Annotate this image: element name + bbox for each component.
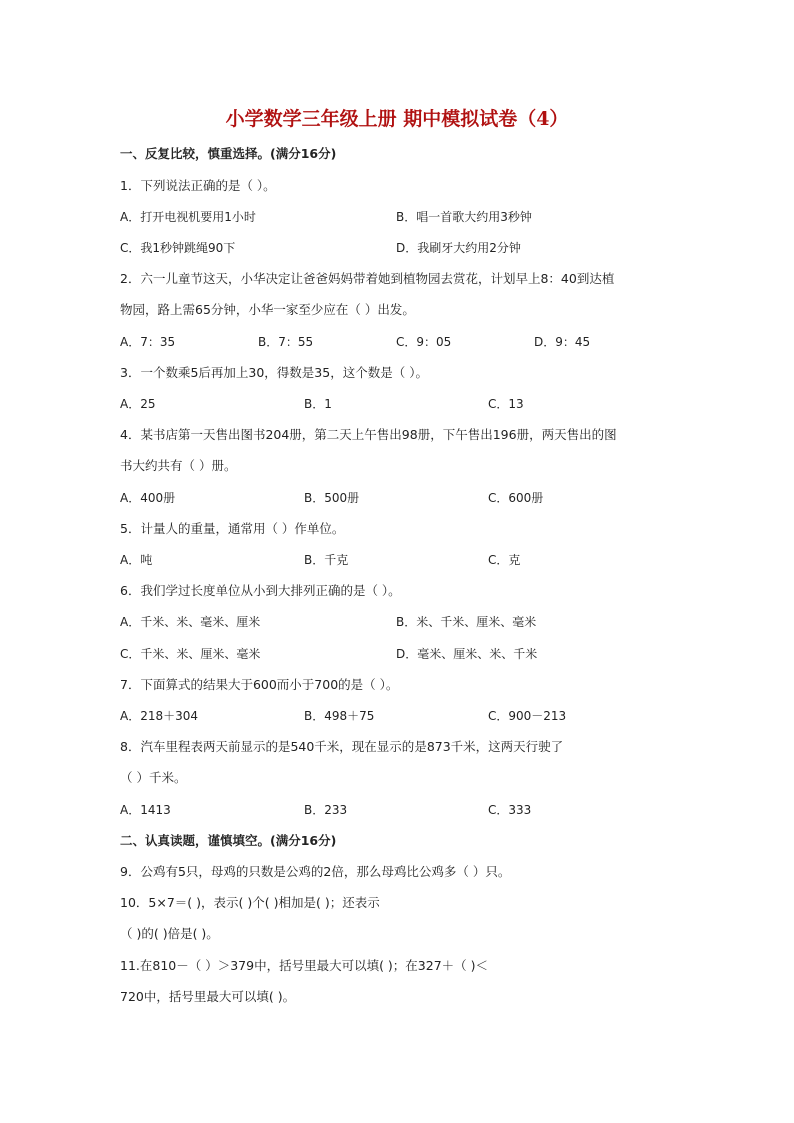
section-heading-1: 一、反复比较，慎重选择。(满分16分) xyxy=(120,146,337,161)
q7-option-b: B．498＋75 xyxy=(304,709,375,723)
q3-option-c: C．13 xyxy=(488,397,524,411)
question-2-stem-line1: 2．六一儿童节这天，小华决定让爸爸妈妈带着她到植物园去赏花，计划早上8：40到达植 xyxy=(120,271,615,286)
q4-option-b: B．500册 xyxy=(304,491,360,505)
question-2-stem-line2: 物园，路上需65分钟，小华一家至少应在（ ）出发。 xyxy=(120,302,415,317)
question-6-stem: 6．我们学过长度单位从小到大排列正确的是（ ）。 xyxy=(120,583,401,598)
question-4-stem-line2: 书大约共有（ ）册。 xyxy=(120,458,237,473)
question-9-stem: 9．公鸡有5只，母鸡的只数是公鸡的2倍，那么母鸡比公鸡多（ ）只。 xyxy=(120,864,511,879)
q3-option-b: B．1 xyxy=(304,397,332,411)
question-10-stem-line1: 10．5×7＝( )，表示( )个( )相加是( )；还表示 xyxy=(120,895,380,910)
q1-option-d: D．我刷牙大约用2分钟 xyxy=(396,241,521,255)
q1-option-b: B．唱一首歌大约用3秒钟 xyxy=(396,210,532,224)
q5-option-b: B．千克 xyxy=(304,553,349,567)
q4-option-c: C．600册 xyxy=(488,491,544,505)
q8-option-c: C．333 xyxy=(488,803,532,817)
q2-option-c: C．9：05 xyxy=(396,335,452,349)
q4-option-a: A．400册 xyxy=(120,491,176,505)
q5-option-c: C．克 xyxy=(488,553,521,567)
q6-option-a: A．千米、米、毫米、厘米 xyxy=(120,615,261,629)
question-11-stem-line1: 11.在810－（ ）＞379中，括号里最大可以填( )；在327＋（ )＜ xyxy=(120,958,489,973)
q2-option-a: A．7：35 xyxy=(120,335,176,349)
q8-option-b: B．233 xyxy=(304,803,348,817)
question-8-stem-line2: （ ）千米。 xyxy=(120,770,187,785)
q1-option-c: C．我1秒钟跳绳90下 xyxy=(120,241,236,255)
section-heading-2: 二、认真读题，谨慎填空。(满分16分) xyxy=(120,833,337,848)
q6-option-c: C．千米、米、厘米、毫米 xyxy=(120,647,261,661)
question-3-stem: 3．一个数乘5后再加上30，得数是35，这个数是（ ）。 xyxy=(120,365,428,380)
q2-option-b: B．7：55 xyxy=(258,335,314,349)
question-10-stem-line2: （ )的( )倍是( )。 xyxy=(120,926,219,941)
q3-option-a: A．25 xyxy=(120,397,156,411)
q7-option-c: C．900－213 xyxy=(488,709,567,723)
question-8-stem-line1: 8．汽车里程表两天前显示的是540千米，现在显示的是873千米，这两天行驶了 xyxy=(120,739,564,754)
question-11-stem-line2: 720中，括号里最大可以填( )。 xyxy=(120,989,296,1004)
q5-option-a: A．吨 xyxy=(120,553,153,567)
question-1-stem: 1．下列说法正确的是（ ）。 xyxy=(120,178,276,193)
q7-option-a: A．218＋304 xyxy=(120,709,199,723)
page-title: 小学数学三年级上册 期中模拟试卷（4） xyxy=(225,108,569,130)
q6-option-d: D．毫米、厘米、米、千米 xyxy=(396,647,538,661)
question-4-stem-line1: 4．某书店第一天售出图书204册，第二天上午售出98册，下午售出196册，两天售出的图 xyxy=(120,427,617,442)
q8-option-a: A．1413 xyxy=(120,803,171,817)
question-5-stem: 5．计量人的重量，通常用（ ）作单位。 xyxy=(120,521,345,536)
q1-option-a: A．打开电视机要用1小时 xyxy=(120,210,256,224)
q6-option-b: B．米、千米、厘米、毫米 xyxy=(396,615,537,629)
q2-option-d: D．9：45 xyxy=(534,335,591,349)
question-7-stem: 7．下面算式的结果大于600而小于700的是（ ）。 xyxy=(120,677,399,692)
